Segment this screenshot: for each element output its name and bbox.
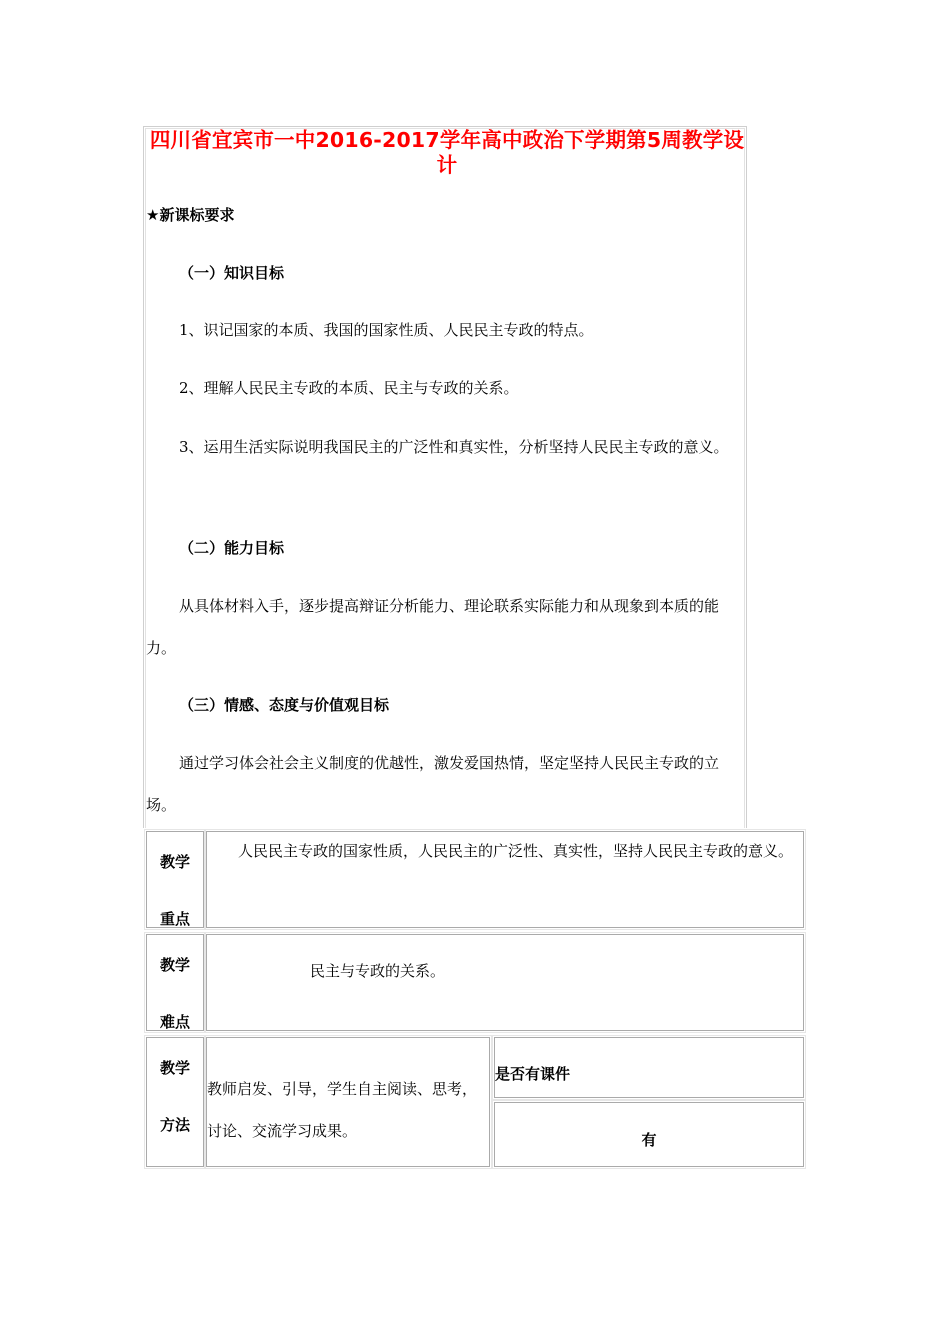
difficulties-label: 教学 难点 — [146, 934, 204, 1031]
content-frame-inner — [145, 128, 745, 828]
knowledge-goal-item-3: 3、运用生活实际说明我国民主的广泛性和真实性，分析坚持人民民主专政的意义。 — [179, 438, 729, 456]
method-label: 教学 方法 — [146, 1037, 204, 1167]
courseware-label: 是否有课件 — [494, 1037, 804, 1098]
ability-goal-heading: （二）能力目标 — [179, 539, 285, 557]
knowledge-goal-item-2: 2、理解人民民主专政的本质、民主与专政的关系。 — [179, 379, 519, 397]
knowledge-goal-heading: （一）知识目标 — [179, 264, 285, 282]
key-points-text: 人民民主专政的国家性质，人民民主的广泛性、真实性，坚持人民民主专政的意义。 — [206, 831, 804, 928]
key-points-label: 教学 重点 — [146, 831, 204, 928]
method-text: 教师启发、引导，学生自主阅读、思考，讨论、交流学习成果。 — [206, 1037, 490, 1167]
section-header: ★新课标要求 — [146, 206, 235, 224]
knowledge-goal-item-1: 1、识记国家的本质、我国的国家性质、人民民主专政的特点。 — [179, 321, 594, 339]
difficulties-text: 民主与专政的关系。 — [206, 934, 804, 1031]
document-title: 四川省宜宾市一中2016-2017学年高中政治下学期第5周教学设计 — [149, 128, 745, 177]
emotion-goal-heading: （三）情感、态度与价值观目标 — [179, 696, 390, 714]
ability-goal-text: 从具体材料入手，逐步提高辩证分析能力、理论联系实际能力和从现象到本质的能力。 — [146, 597, 720, 657]
emotion-goal-text: 通过学习体会社会主义制度的优越性，激发爱国热情，坚定坚持人民民主专政的立场。 — [146, 754, 720, 814]
teaching-table — [144, 828, 808, 1170]
courseware-value: 有 — [494, 1102, 804, 1167]
